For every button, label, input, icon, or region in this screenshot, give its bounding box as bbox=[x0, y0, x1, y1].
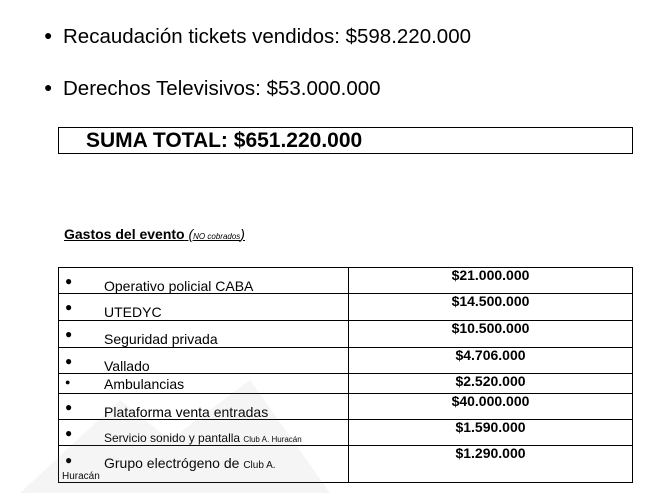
bullet-icon: ● bbox=[65, 377, 71, 387]
bullet-icon: ● bbox=[65, 327, 73, 341]
expense-amount: $21.000.000 bbox=[349, 268, 633, 294]
total-box bbox=[58, 127, 633, 154]
table-row bbox=[59, 374, 633, 394]
bullet-icon: ● bbox=[65, 426, 73, 440]
expense-label-cell: ● Grupo electrógeno de Club A. Huracán bbox=[59, 446, 349, 483]
expenses-title: Gastos del evento (NO cobrados) bbox=[64, 226, 245, 242]
expense-amount: $2.520.000 bbox=[349, 374, 633, 394]
expense-amount: $4.706.000 bbox=[349, 348, 633, 374]
income-ticket-revenue: ● Recaudación tickets vendidos: $598.220.000 bbox=[44, 25, 472, 48]
expense-label-cell: ● Servicio sonido y pantalla Club A. Huracán bbox=[59, 420, 349, 446]
bullet-icon: ● bbox=[65, 453, 73, 467]
table-row bbox=[59, 420, 633, 446]
bullet-icon: ● bbox=[65, 354, 73, 368]
expense-amount: $1.590.000 bbox=[349, 420, 633, 446]
bullet-icon: ● bbox=[44, 27, 53, 43]
income-tv-rights: ● Derechos Televisivos: $53.000.000 bbox=[44, 77, 381, 100]
expense-label-cell: ● Vallado bbox=[59, 348, 349, 374]
expense-label-cell: ● Plataforma venta entradas bbox=[59, 394, 349, 420]
expense-label-cell: ● UTEDYC bbox=[59, 294, 349, 321]
table-row bbox=[59, 446, 633, 483]
expense-amount: $1.290.000 bbox=[349, 446, 633, 483]
bullet-icon: ● bbox=[65, 274, 73, 288]
table-row bbox=[59, 268, 633, 294]
table-row bbox=[59, 394, 633, 420]
expenses-table bbox=[58, 267, 633, 483]
total-text: SUMA TOTAL: $651.220.000 bbox=[86, 129, 363, 152]
table-row bbox=[59, 294, 633, 321]
expense-amount: $40.000.000 bbox=[349, 394, 633, 420]
bullet-icon: ● bbox=[65, 300, 73, 314]
expense-label-cell: ● Ambulancias bbox=[59, 374, 349, 394]
bullet-icon: ● bbox=[65, 400, 73, 414]
expense-amount: $10.500.000 bbox=[349, 321, 633, 348]
table-row bbox=[59, 348, 633, 374]
expense-label-cell: ● Operativo policial CABA bbox=[59, 268, 349, 294]
expenses-note: NO cobrados bbox=[193, 232, 241, 241]
expense-label-cell: ● Seguridad privada bbox=[59, 321, 349, 348]
table-row bbox=[59, 321, 633, 348]
expense-amount: $14.500.000 bbox=[349, 294, 633, 321]
bullet-icon: ● bbox=[44, 79, 53, 95]
